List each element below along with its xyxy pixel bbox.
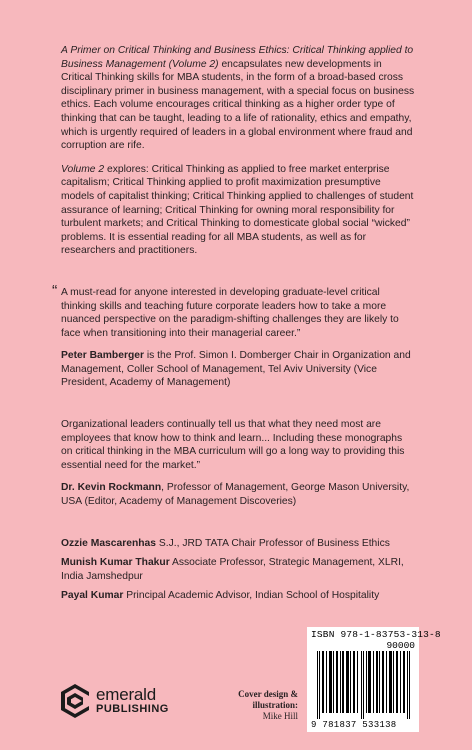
author-name: Ozzie Mascarenhas	[61, 537, 157, 549]
barcode-digits: 9 781837 533138	[311, 720, 397, 730]
volume-label: Volume 2	[61, 163, 105, 175]
endorser-name: Dr. Kevin Rockmann	[61, 482, 162, 494]
endorser-role: is the Prof. Simon I. Domberger Chair in Organization and Management, Coller School of Management, Tel Aviv University (Vice President, Academy of Management)	[61, 350, 411, 389]
author-role: S.J., JRD TATA Chair Professor of Business Ethics	[156, 537, 390, 549]
endorsement-2	[61, 418, 416, 509]
cover-credit	[223, 689, 298, 722]
endorsement-attribution	[61, 349, 416, 390]
author-item	[61, 589, 416, 603]
book-title: A Primer on Critical Thinking and Business Ethics: Critical Thinking applied to Business Management (Volume 2)	[61, 45, 414, 70]
description-paragraph-1	[61, 44, 416, 153]
barcode	[307, 627, 441, 732]
author-role: Associate Professor, Strategic Management, XLRI, India Jamshedpur	[61, 557, 404, 582]
publisher-sub: PUBLISHING	[96, 703, 169, 715]
barcode-bars-icon	[317, 651, 411, 719]
endorser-role: , Professor of Management, George Mason University, USA (Editor, Academy of Management Discoveries)	[61, 482, 410, 508]
endorsement-text: Organizational leaders continually tell us that what they need most are employees that know how to think and learn... Including these monographs on critical thinking in the MBA curriculum will go a long way to providing this essential need for the market.”	[61, 419, 405, 471]
price-code: 90000	[386, 640, 415, 651]
description-text-2: explores: Critical Thinking as applied to free market enterprise capitalism; Critical Thinking applied to profit maximization presumptive models of capitalist thinking; Critical Thinking applied to challenges of student assurance of learning; Critical Thinking for owning moral responsibility for turbulent markets; and Critical Thinking to domesticate global social “wicked” problems. It is essential reading for all MBA students, as well as for researchers and practitioners.	[61, 163, 414, 257]
author-name: Munish Kumar Thakur	[61, 557, 170, 569]
publisher-logo	[60, 681, 190, 721]
credit-title: Cover design & illustration:	[238, 689, 298, 710]
description-text-1: encapsulates new developments in Critical Thinking skills for MBA students, in the form of a broad-based cross disciplinary primer in business management, with a special focus on business ethics. Each volume encourages critical thinking as a higher order type of thinking that can be taught, leading to a life of rationality, ethics and empathy, which is urgently required of leaders in a global environment where fraud and corruption are rife.	[61, 58, 415, 152]
endorsement-1	[52, 282, 416, 390]
credit-name: Mike Hill	[262, 711, 298, 721]
description	[61, 44, 416, 258]
author-list	[61, 537, 416, 603]
author-role: Principal Academic Advisor, Indian School of Hospitality	[123, 590, 380, 602]
emerald-logo-icon	[60, 683, 90, 719]
endorsement-attribution	[61, 481, 416, 508]
back-cover-text	[52, 44, 416, 609]
endorser-name: Peter Bamberger	[61, 350, 144, 362]
publisher-brand: emerald	[96, 685, 157, 704]
author-item	[61, 537, 416, 551]
isbn-text: ISBN 978-1-83753-313-8	[311, 629, 441, 640]
cover-footer	[0, 620, 472, 750]
author-item	[61, 556, 416, 583]
author-name: Payal Kumar	[61, 590, 124, 602]
description-paragraph-2	[61, 163, 416, 258]
quote-mark-icon: “	[52, 282, 58, 300]
endorsement-text: A must-read for anyone interested in developing graduate-level critical thinking skills and teaching future corporate leaders how to take a more nuanced perspective on the paradigm-shifting challenges they are likely to face when transitioning into their managerial career.”	[61, 286, 399, 339]
